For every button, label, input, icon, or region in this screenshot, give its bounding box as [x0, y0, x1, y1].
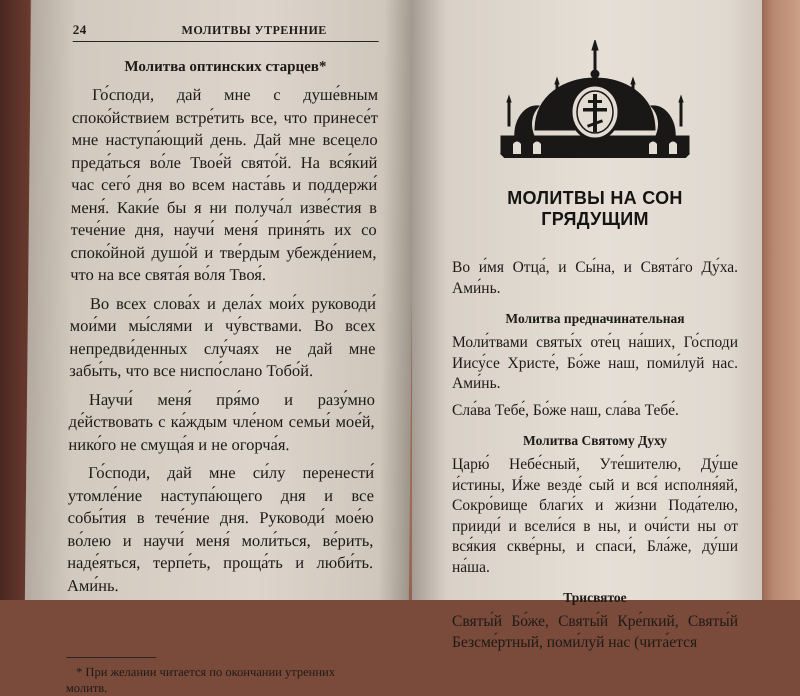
prayer-paragraph: Во всех слова́х и дела́х мои́х руководи́ мои́ми мы́слями и чу́вствами. Во всех непредви́денных слу́чаях не дай мне забы́ть, что все ниспо́слано Тобо́й. — [69, 293, 377, 380]
right-page — [412, 0, 762, 651]
cross-ornament-icon — [495, 40, 695, 158]
footnote: * При желании читается по окончании утренних молитв. — [65, 665, 336, 695]
page-number: 24 — [72, 22, 87, 37]
prayer-paragraph: Го́споди, дай мне с душе́вным споко́йствием встре́тить все, что принесе́т мне наступа́ющий день. Дай мне всецело преда́ться во́ле Твое́й свято́й. На вся́кий час сего́ дня во всем наста́вь и поддержи́ меня́. Каки́е бы я ни получа́л изве́стия в тече́ние дня, научи́ меня́ приня́ть их со споко́йной душо́й и тве́рдым убежде́нием, что на все свята́я во́ля Твоя́. — [70, 85, 379, 284]
intro-line: Во и́мя Отца́, и Сы́на, и Свята́го Ду́ха. Ами́нь. — [452, 259, 738, 297]
prayer-heading: Молитва оптинских старцев* — [124, 59, 327, 75]
prayer-paragraph: Царю́ Небе́сный, Уте́шителю, Ду́ше и́стины, И́же везде́ сый и вся́ исполня́яй, Сокро́вище благи́х и жи́зни Пода́телю, прииди́ и всели́ся в ны, и очи́сти ны от вся́кия скве́рны, и спаси́, Бла́же, ду́ши на́ша. — [452, 456, 738, 576]
book-cover-right — [756, 0, 800, 600]
prayer-paragraph: Го́споди, дай мне си́лу перенести́ утомле́ние наступа́ющего дня и все собы́тия в тече́ние дня. Руководи́ мое́ю во́лею и научи́ меня́ моли́ться, ве́рить, наде́яться, терпе́ть, проща́ть и люби́ть. Ами́нь. — [66, 463, 375, 595]
running-header — [73, 22, 379, 42]
prayer-paragraph: Научи́ меня́ пря́мо и разу́мно де́йствовать с ка́ждым чле́ном семьи́ мое́й, нико́го не смуща́я и не огорча́я. — [68, 389, 376, 454]
footnote-divider — [66, 657, 156, 658]
running-title: МОЛИТВЫ УТРЕННИЕ — [181, 23, 327, 37]
prayer-paragraph: Сла́ва Тебе́, Бо́же наш, сла́ва Тебе́. — [452, 401, 679, 419]
left-page — [25, 0, 415, 695]
prayer-paragraph: Моли́твами святы́х оте́ц на́ших, Го́споди Иису́се Христе́, Бо́же наш, поми́луй нас. Ами́нь. — [452, 334, 738, 392]
prayer-heading: Молитва предначинательная — [505, 311, 685, 326]
prayer-heading: Трисвятое — [563, 590, 627, 605]
prayer-paragraph: Святы́й Бо́же, Святы́й Кре́пкий, Святы́й Безсме́ртный, поми́луй нас (чита́ется — [452, 613, 738, 651]
section-title: МОЛИТВЫ НА СОН ГРЯДУЩИМ — [507, 188, 683, 229]
prayer-heading: Молитва Святому Духу — [523, 433, 667, 448]
